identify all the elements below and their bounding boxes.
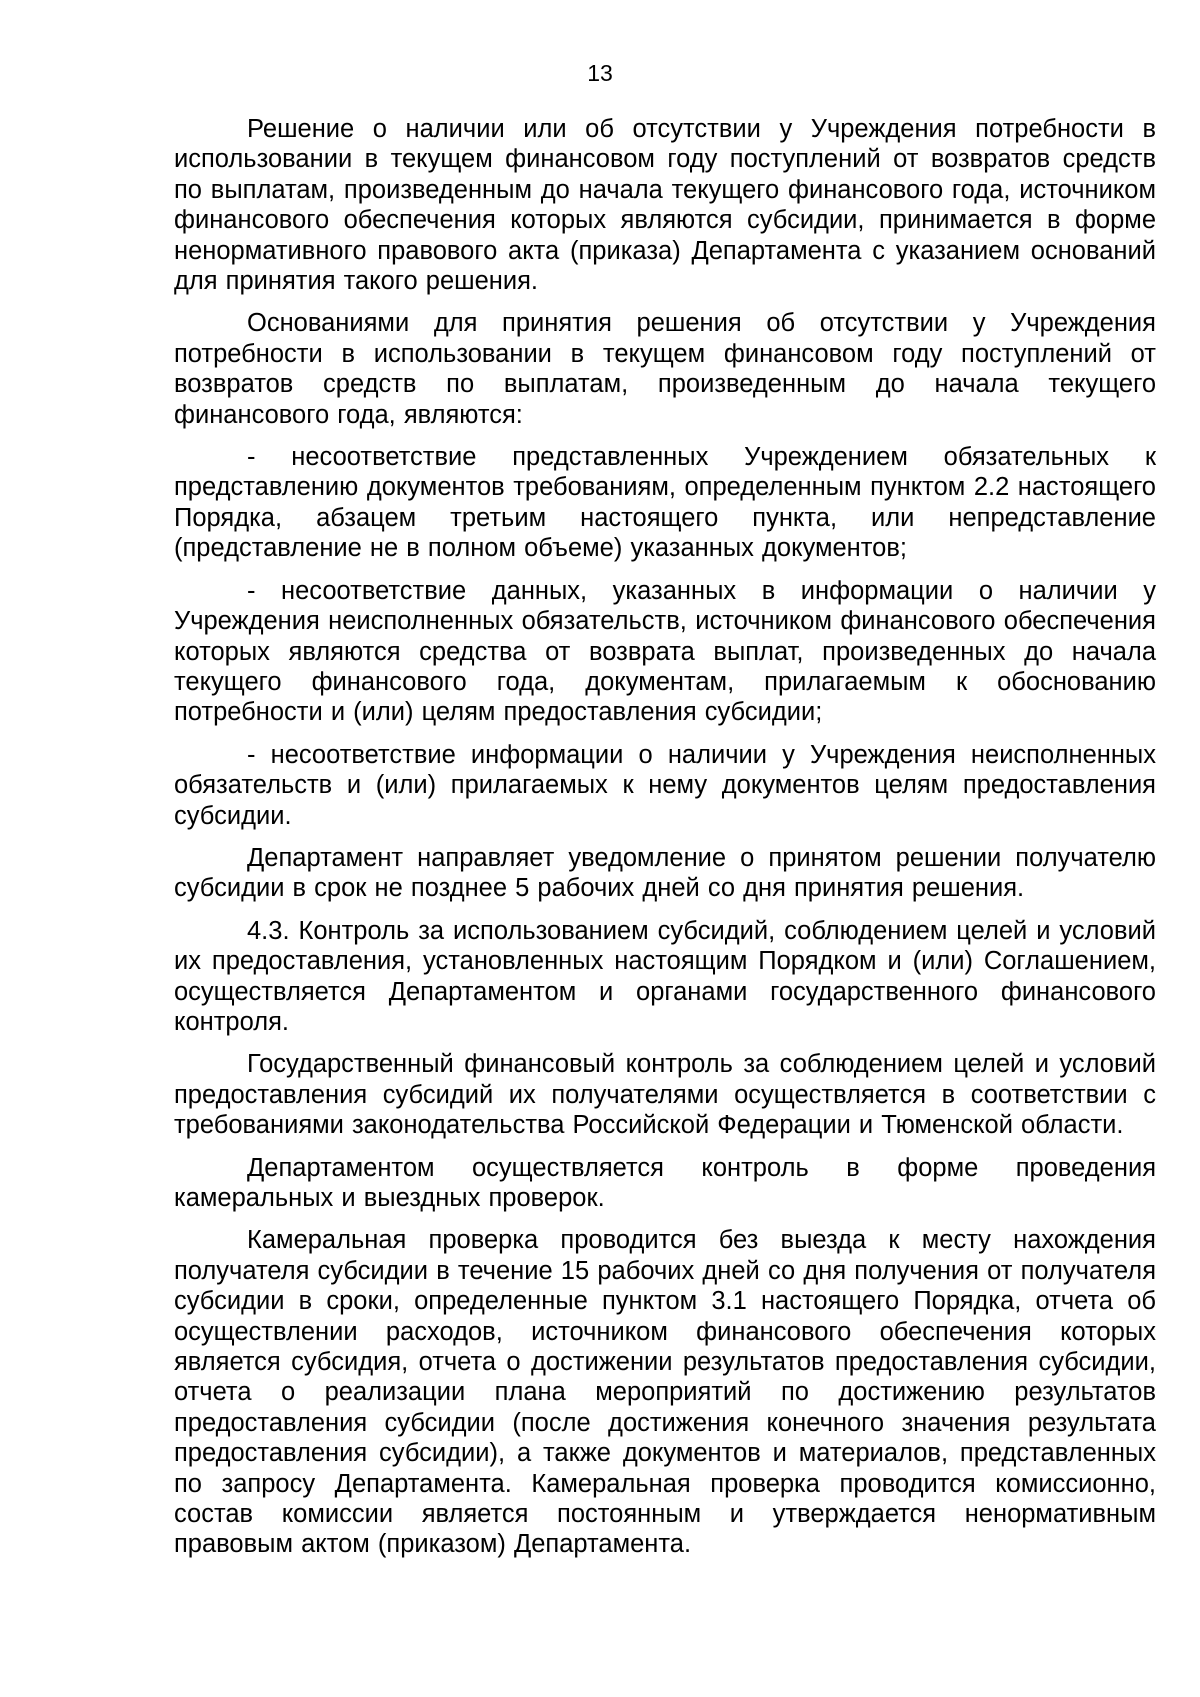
paragraph-decision: Решение о наличии или об отсутствии у Учреждения потребности в использовании в текущем финансовом году поступлений от возвратов средств по выплатам, произведенным до начала текущего финансового года, источником финансового обеспечения которых являются субсидии, принимается в форме ненормативного правового акта (приказа) Департамента с указанием оснований для принятия такого решения. [174,115,1156,296]
page-number: 13 [587,60,613,86]
list-item-information-mismatch: - несоответствие информации о наличии у Учреждения неисполненных обязательств и (или) прилагаемых к нему документов целям предоставления субсидии. [174,740,1156,830]
paragraph-grounds-intro: Основаниями для принятия решения об отсутствии у Учреждения потребности в использовании в текущем финансовом году поступлений от возвратов средств по выплатам, произведенным до начала текущего финансового года, являются: [174,309,1156,429]
paragraph-notification: Департамент направляет уведомление о принятом решении получателю субсидии в срок не позднее 5 рабочих дней со дня принятия решения. [174,843,1156,903]
list-item-data-mismatch: - несоответствие данных, указанных в информации о наличии у Учреждения неисполненных обязательств, источником финансового обеспечения которых являются средства от возврата выплат, произведенных до начала текущего финансового года, документам, прилагаемым к обоснованию потребности и (или) целям предоставления субсидии; [174,576,1156,727]
paragraph-state-control: Государственный финансовый контроль за соблюдением целей и условий предоставления субсидий их получателями осуществляется в соответствии с требованиями законодательства Российской Федерации и Тюменской области. [174,1050,1156,1140]
paragraph-section-4-3: 4.3. Контроль за использованием субсидий, соблюдением целей и условий их предоставления, установленных настоящим Порядком и (или) Соглашением, осуществляется Департаментом и органами государственного финансового контроля. [174,916,1156,1036]
paragraph-control-form: Департаментом осуществляется контроль в форме проведения камеральных и выездных проверок. [174,1153,1156,1212]
document-body [174,114,1156,1572]
paragraph-desk-audit: Камеральная проверка проводится без выезда к месту нахождения получателя субсидии в течение 15 рабочих дней со дня получения от получателя субсидии в сроки, определенные пунктом 3.1 настоящего Порядка, отчета об осуществлении расходов, источником финансового обеспечения которых является субсидия, отчета о достижении результатов предоставления субсидии, отчета о реализации плана мероприятий по достижению результатов предоставления субсидии (после достижения конечного значения результата предоставления субсидии), а также документов и материалов, представленных по запросу Департамента. Камеральная проверка проводится комиссионно, состав комиссии является постоянным и утверждается ненормативным правовым актом (приказом) Департамента. [174,1226,1156,1559]
list-item-documents-mismatch: - несоответствие представленных Учреждением обязательных к представлению документов требованиям, определенным пунктом 2.2 настоящего Порядка, абзацем третьим настоящего пункта, или непредставление (представление не в полном объеме) указанных документов; [174,443,1156,563]
